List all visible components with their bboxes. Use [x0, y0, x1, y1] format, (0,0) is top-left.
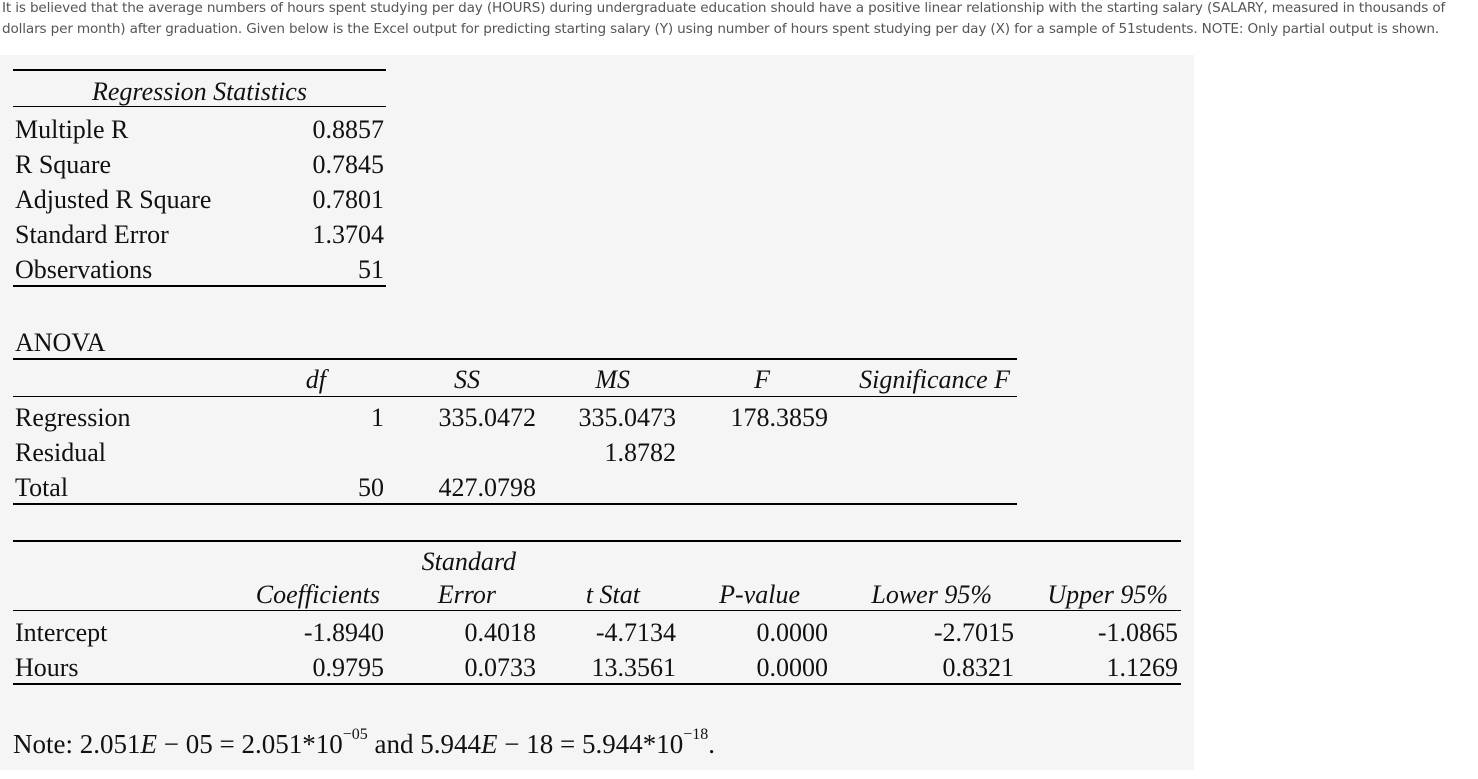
anova-cell-ss: 427.0798 — [438, 473, 536, 502]
regstats-label: Multiple R — [15, 115, 129, 144]
note-end: . — [708, 729, 715, 759]
anova-cell-df: 1 — [371, 403, 384, 432]
coef-cell-standard-error: 0.0733 — [464, 653, 536, 682]
regstats-label: R Square — [15, 150, 112, 179]
anova-bottom-rule — [13, 503, 1017, 505]
coef-header-lower-95: Lower 95% — [871, 580, 992, 609]
note-mid1: − 05 = 2.051*10 — [157, 729, 343, 759]
regstats-bottom-rule — [13, 285, 386, 287]
note-exponent-2: −18 — [683, 726, 709, 743]
regstats-label: Adjusted R Square — [15, 185, 212, 214]
regstats-value: 0.7801 — [312, 185, 384, 214]
regstats-title: Regression Statistics — [92, 77, 307, 106]
coef-cell-lower-95: -2.7015 — [933, 618, 1014, 647]
regstats-value: 51 — [358, 255, 384, 284]
coef-cell-p-value: 0.0000 — [756, 653, 828, 682]
anova-header-f: F — [754, 365, 770, 394]
coef-cell-t-stat: 13.3561 — [591, 653, 676, 682]
coef-cell-coefficient: 0.9795 — [312, 653, 384, 682]
problem-statement: It is believed that the average numbers of hours spent studying per day (HOURS) during undergraduate education should have a positive linear relationship with the starting salary (SALARY, measured in thousands of dollars per month) after graduation. Given below is the Excel output for predicting starting salary (Y) using number of hours spent studying per day (X) for a sample of 51students. NOTE: Only partial output is shown. — [2, 0, 1446, 37]
anova-title: ANOVA — [15, 328, 106, 357]
note-lead: Note: 2.051 — [13, 729, 141, 759]
coef-top-rule — [13, 540, 1181, 542]
anova-header-ss: SS — [454, 365, 480, 394]
coef-header-coefficients: Coefficients — [255, 580, 380, 609]
coef-cell-upper-95: 1.1269 — [1106, 653, 1178, 682]
anova-row-label: Regression — [15, 403, 131, 432]
coef-header-t-stat: t Stat — [585, 580, 640, 609]
coef-header-p-value: P-value — [719, 580, 800, 609]
scientific-notation-note — [13, 727, 715, 758]
regstats-value: 0.8857 — [312, 115, 384, 144]
coef-cell-upper-95: -1.0865 — [1097, 618, 1178, 647]
coef-cell-lower-95: 0.8321 — [942, 653, 1014, 682]
regstats-label: Standard Error — [15, 220, 169, 249]
regstats-header-rule — [13, 106, 386, 107]
anova-cell-ms: 335.0473 — [578, 403, 676, 432]
anova-cell-df: 50 — [358, 473, 384, 502]
note-e2: E — [480, 729, 498, 759]
regstats-value: 1.3704 — [312, 220, 384, 249]
anova-header-significance-f: Significance F — [859, 365, 1010, 394]
anova-cell-ms: 1.8782 — [604, 438, 676, 467]
anova-row-label: Residual — [15, 438, 106, 467]
coef-bottom-rule — [13, 683, 1181, 685]
anova-row-label: Total — [15, 473, 69, 502]
coef-cell-p-value: 0.0000 — [756, 618, 828, 647]
regstats-top-rule — [13, 69, 386, 71]
coef-row-label: Hours — [15, 653, 79, 682]
coef-header-se-bottom: Error — [437, 580, 496, 609]
regression-output — [0, 55, 1194, 770]
coef-row-label: Intercept — [15, 618, 108, 647]
note-mid3: − 18 = 5.944*10 — [497, 729, 684, 759]
anova-top-rule — [13, 358, 1017, 360]
anova-cell-f: 178.3859 — [730, 403, 828, 432]
anova-header-df: df — [305, 365, 326, 394]
anova-header-ms: MS — [595, 365, 630, 394]
coef-header-upper-95: Upper 95% — [1047, 580, 1168, 609]
coef-cell-coefficient: -1.8940 — [303, 618, 384, 647]
coef-header-rule — [13, 610, 1181, 611]
note-e1: E — [140, 729, 157, 759]
anova-cell-ss: 335.0472 — [438, 403, 536, 432]
note-exponent-1: −05 — [342, 726, 368, 743]
coef-cell-t-stat: -4.7134 — [595, 618, 676, 647]
coef-header-se-top: Standard — [421, 547, 516, 576]
regstats-value: 0.7845 — [312, 150, 384, 179]
note-mid2: and 5.944 — [367, 729, 481, 759]
regstats-label: Observations — [15, 255, 153, 284]
anova-header-rule — [13, 396, 1017, 397]
coef-cell-standard-error: 0.4018 — [464, 618, 536, 647]
